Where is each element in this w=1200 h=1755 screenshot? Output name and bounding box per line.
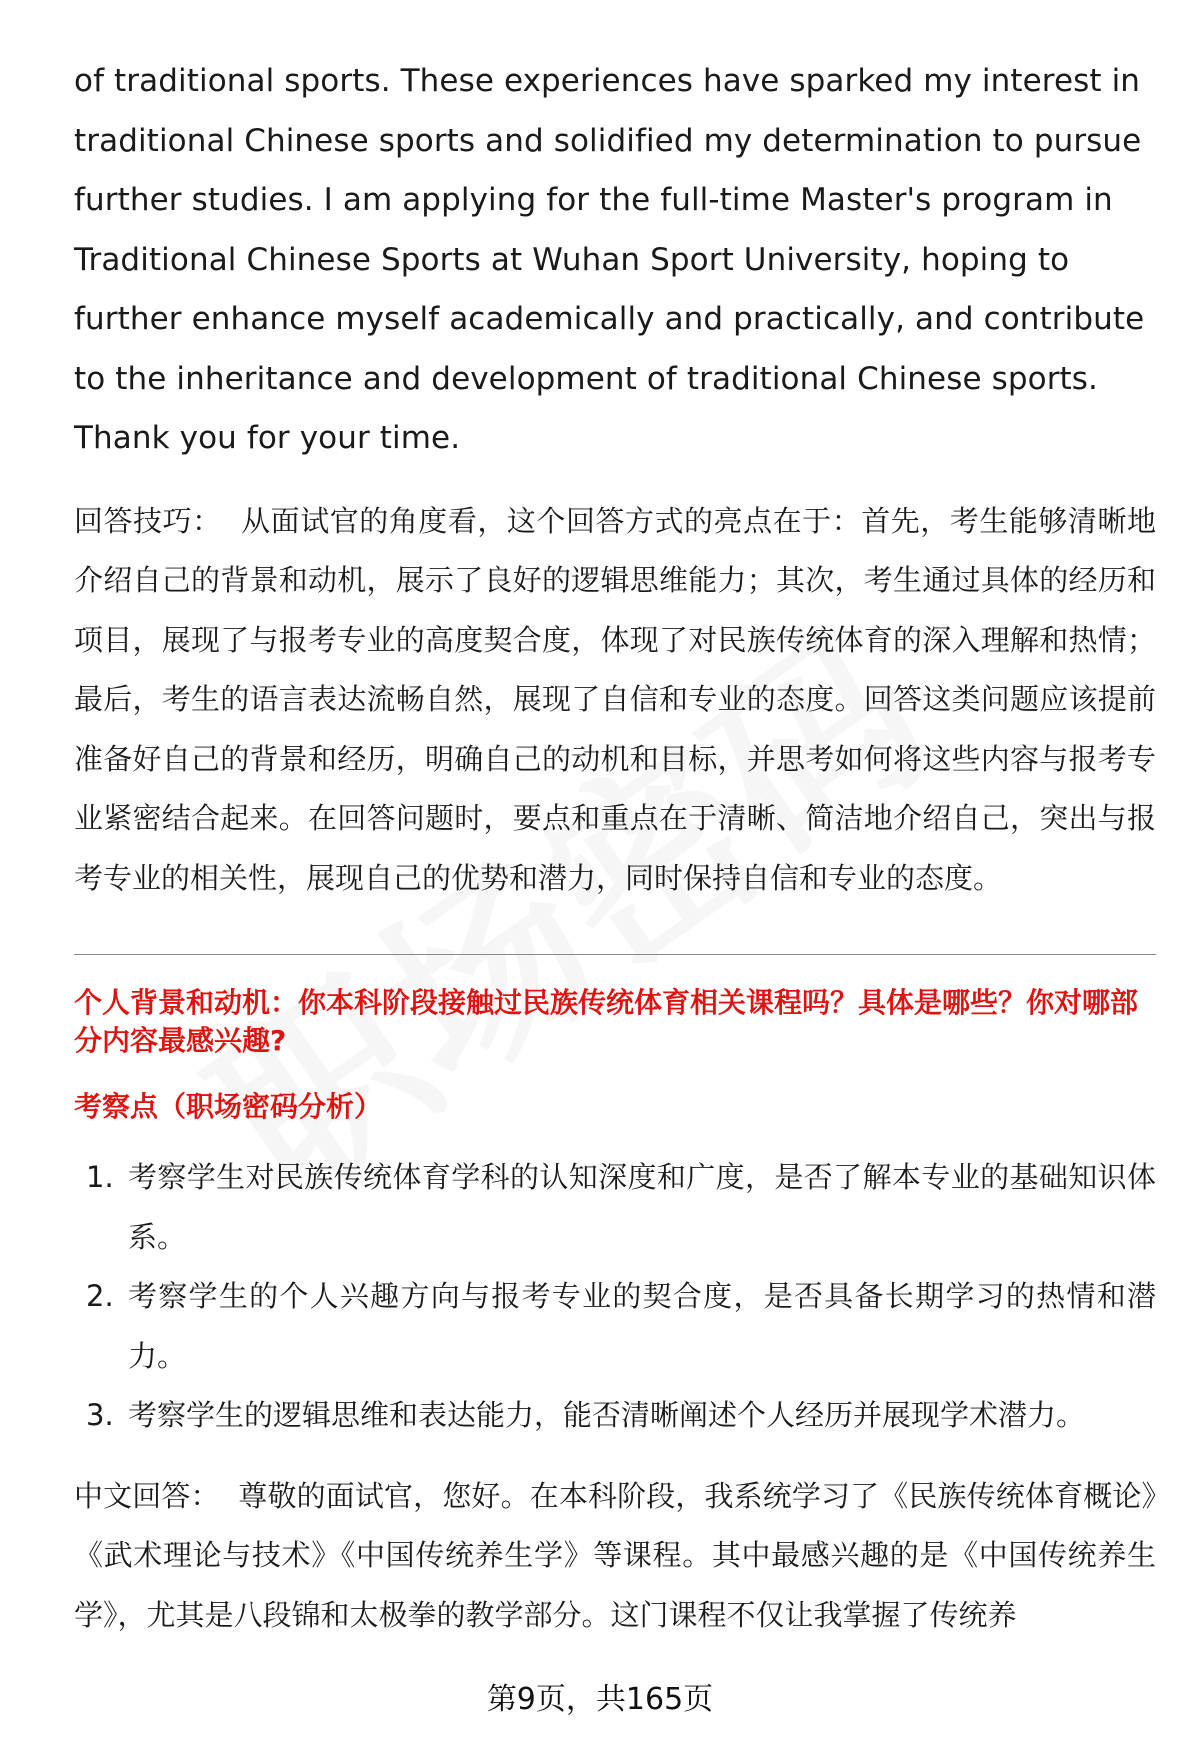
list-item-text: 考察学生对民族传统体育学科的认知深度和广度，是否了解本专业的基础知识体系。 xyxy=(128,1160,1156,1254)
chinese-answer-paragraph xyxy=(74,1467,1156,1646)
page-number-footer: 第9页，共165页 xyxy=(486,1682,714,1717)
question-heading: 个人背景和动机：你本科阶段接触过民族传统体育相关课程吗？具体是哪些？你对哪部分内容最感兴趣? xyxy=(74,986,1139,1057)
answer-text: 尊敬的面试官，您好。在本科阶段，我系统学习了《民族传统体育概论》《武术理论与技术》《中国传统养生学》等课程。其中最感兴趣的是《中国传统养生学》，尤其是八段锦和太极拳的教学部分。这门课程不仅让我掌握了传统养 xyxy=(74,1478,1156,1632)
tips-label: 回答技巧： xyxy=(74,503,222,538)
list-item xyxy=(74,1267,1156,1386)
list-item xyxy=(74,1148,1156,1267)
list-item-number: 3. xyxy=(86,1398,114,1432)
english-answer-paragraph: of traditional sports. These experiences have sparked my interest in traditional Chinese sports and solidified my determination to pursue further studies. I am applying for the full-time Master's program in Traditional Chinese Sports at Wuhan Sport University, hoping to further enhance myself academically and practically, and contribute to the inheritance and development of traditional Chinese sports. Thank you for your time. xyxy=(74,63,1145,456)
answer-tips-paragraph xyxy=(74,492,1156,909)
exam-points-list xyxy=(74,1148,1156,1446)
tips-text: 从面试官的角度看，这个回答方式的亮点在于：首先，考生能够清晰地介绍自己的背景和动机，展示了良好的逻辑思维能力；其次，考生通过具体的经历和项目，展现了与报考专业的高度契合度，体现了对民族传统体育的深入理解和热情；最后，考生的语言表达流畅自然，展现了自信和专业的态度。回答这类问题应该提前准备好自己的背景和经历，明确自己的动机和目标，并思考如何将这些内容与报考专业紧密结合起来。在回答问题时，要点和重点在于清晰、简洁地介绍自己，突出与报考专业的相关性，展现自己的优势和潜力，同时保持自信和专业的态度。 xyxy=(74,503,1156,895)
list-item-text: 考察学生的个人兴趣方向与报考专业的契合度，是否具备长期学习的热情和潜力。 xyxy=(128,1279,1156,1373)
list-item-number: 2. xyxy=(86,1279,114,1313)
list-item xyxy=(74,1386,1156,1446)
document-page xyxy=(74,52,1156,1645)
list-item-text: 考察学生的逻辑思维和表达能力，能否清晰阐述个人经历并展现学术潜力。 xyxy=(128,1398,1086,1432)
exam-points-heading: 考察点（职场密码分析） xyxy=(74,1090,383,1123)
list-item-number: 1. xyxy=(86,1160,114,1194)
answer-label: 中文回答： xyxy=(74,1478,220,1513)
section-divider xyxy=(74,954,1156,955)
